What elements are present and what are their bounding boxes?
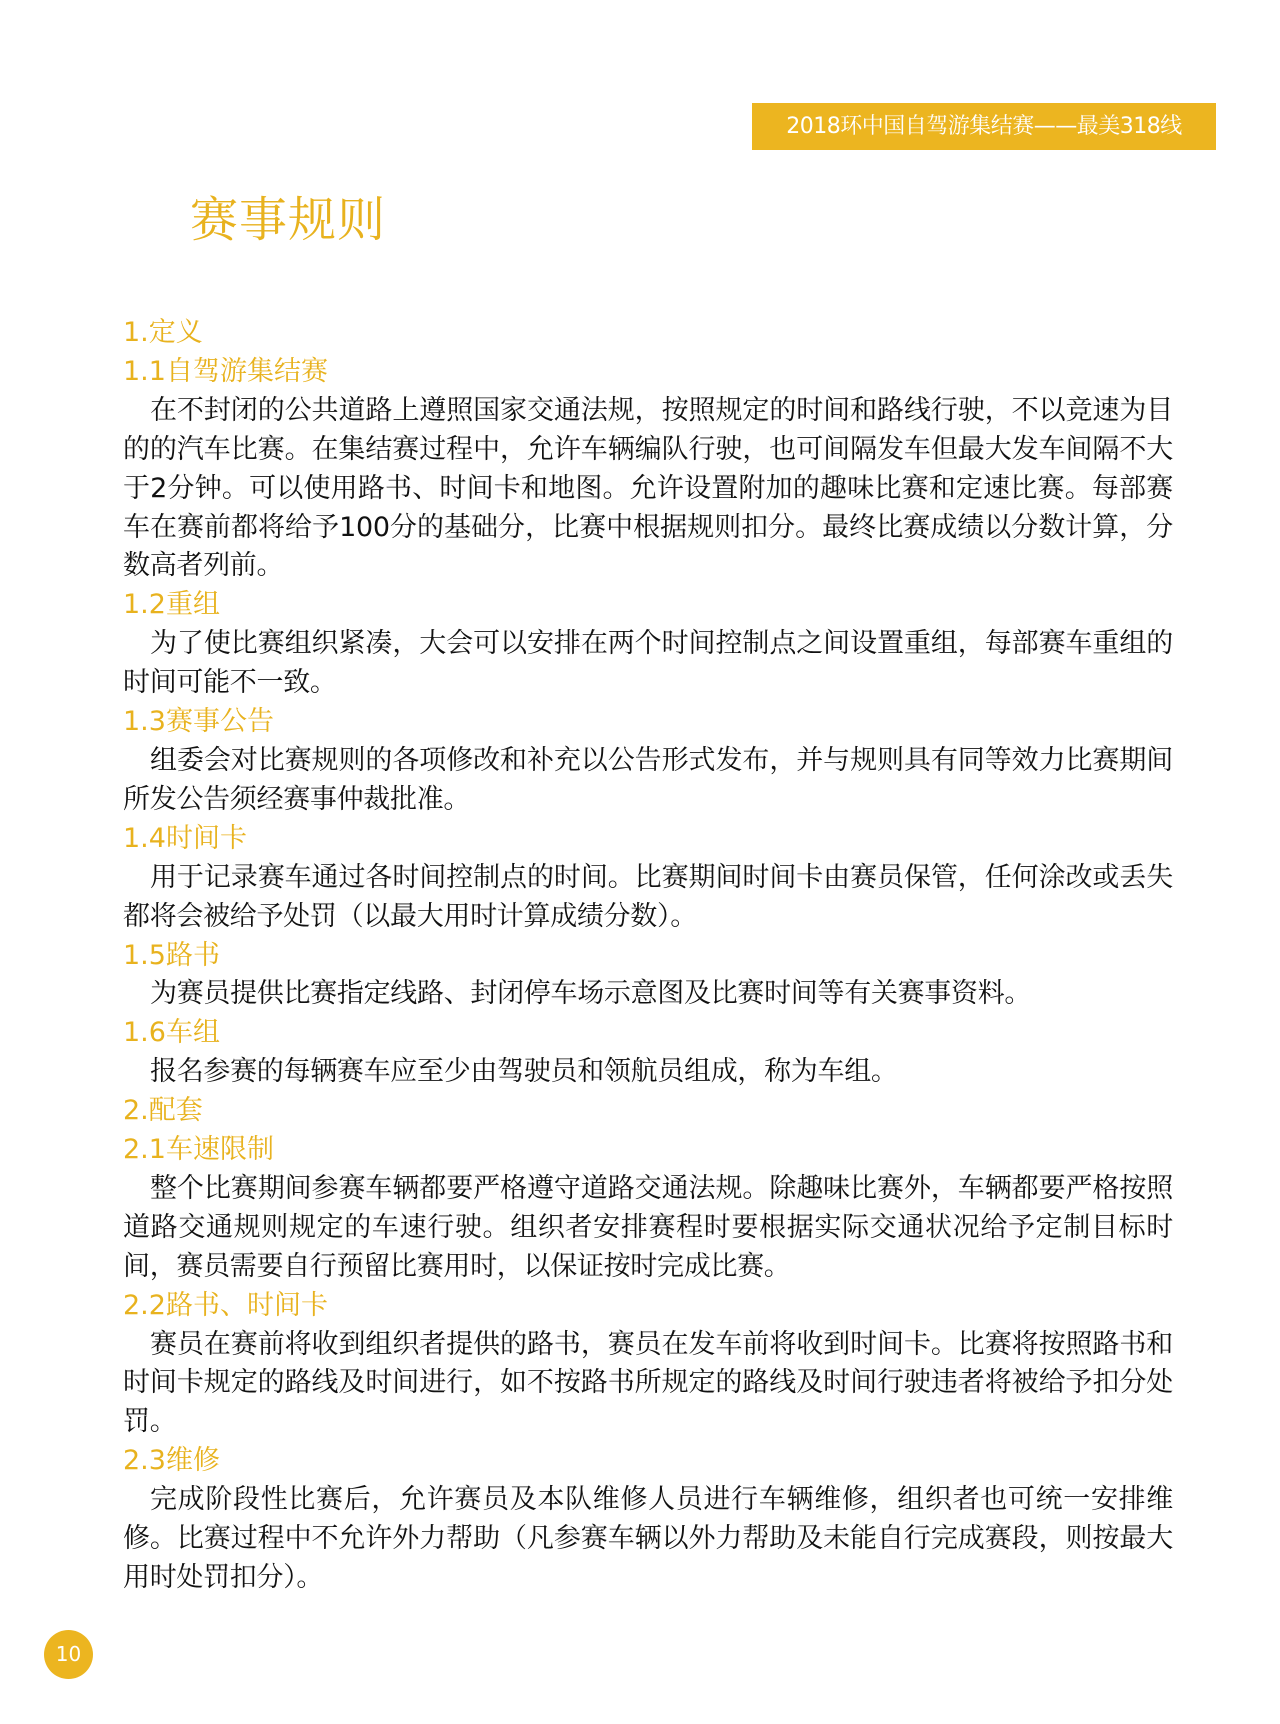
section-body-speed-limit: 整个比赛期间参赛车辆都要严格遵守道路交通法规。除趣味比赛外，车辆都要严格按照道路交通规则规定的车速行驶。组织者安排赛程时要根据实际交通状况给予定制目标时间，赛员需要自行预留比赛用时，以保证按时完成比赛。 (123, 1172, 1173, 1282)
section-heading-rally: 1.1自驾游集结赛 (123, 355, 328, 387)
rules-content (123, 314, 1173, 1598)
page-number-badge: 10 (44, 1630, 93, 1679)
section-heading-roadbook-timecard: 2.2路书、时间卡 (123, 1289, 328, 1321)
section-heading-regroup: 1.2重组 (123, 589, 220, 621)
section-body-announcement: 组委会对比赛规则的各项修改和补充以公告形式发布，并与规则具有同等效力比赛期间所发公告须经赛事仲裁批准。 (123, 744, 1173, 815)
section-body-rally: 在不封闭的公共道路上遵照国家交通法规，按照规定的时间和路线行驶，不以竞速为目的的汽车比赛。在集结赛过程中，允许车辆编队行驶，也可间隔发车但最大发车间隔不大于2分钟。可以使用路书、时间卡和地图。允许设置附加的趣味比赛和定速比赛。每部赛车在赛前都将给予100分的基础分，比赛中根据规则扣分。最终比赛成绩以分数计算，分数高者列前。 (123, 394, 1173, 582)
section-body-time-card: 用于记录赛车通过各时间控制点的时间。比赛期间时间卡由赛员保管，任何涂改或丢失都将会被给予处罚（以最大用时计算成绩分数）。 (123, 861, 1173, 932)
section-heading-maintenance: 2.3维修 (123, 1445, 220, 1477)
section-heading-roadbook: 1.5路书 (123, 939, 220, 971)
section-heading-support: 2.配套 (123, 1095, 203, 1127)
section-body-maintenance: 完成阶段性比赛后，允许赛员及本队维修人员进行车辆维修，组织者也可统一安排维修。比赛过程中不允许外力帮助（凡参赛车辆以外力帮助及未能自行完成赛段，则按最大用时处罚扣分）。 (123, 1484, 1173, 1593)
section-body-roadbook: 为赛员提供比赛指定线路、封闭停车场示意图及比赛时间等有关赛事资料。 (150, 978, 1032, 1010)
section-heading-crew: 1.6车组 (123, 1017, 220, 1049)
page-title: 赛事规则 (190, 192, 387, 248)
section-heading-speed-limit: 2.1车速限制 (123, 1134, 274, 1166)
section-body-regroup: 为了使比赛组织紧凑，大会可以安排在两个时间控制点之间设置重组，每部赛车重组的时间可能不一致。 (123, 628, 1173, 699)
section-body-crew: 报名参赛的每辆赛车应至少由驾驶员和领航员组成，称为车组。 (150, 1056, 898, 1088)
section-heading-definition: 1.定义 (123, 317, 203, 348)
section-heading-time-card: 1.4时间卡 (123, 822, 247, 854)
header-banner: 2018环中国自驾游集结赛——最美318线 (752, 103, 1216, 150)
section-heading-announcement: 1.3赛事公告 (123, 706, 274, 738)
section-body-roadbook-timecard: 赛员在赛前将收到组织者提供的路书，赛员在发车前将收到时间卡。比赛将按照路书和时间卡规定的路线及时间进行，如不按路书所规定的路线及时间行驶违者将被给予扣分处罚。 (123, 1328, 1173, 1438)
